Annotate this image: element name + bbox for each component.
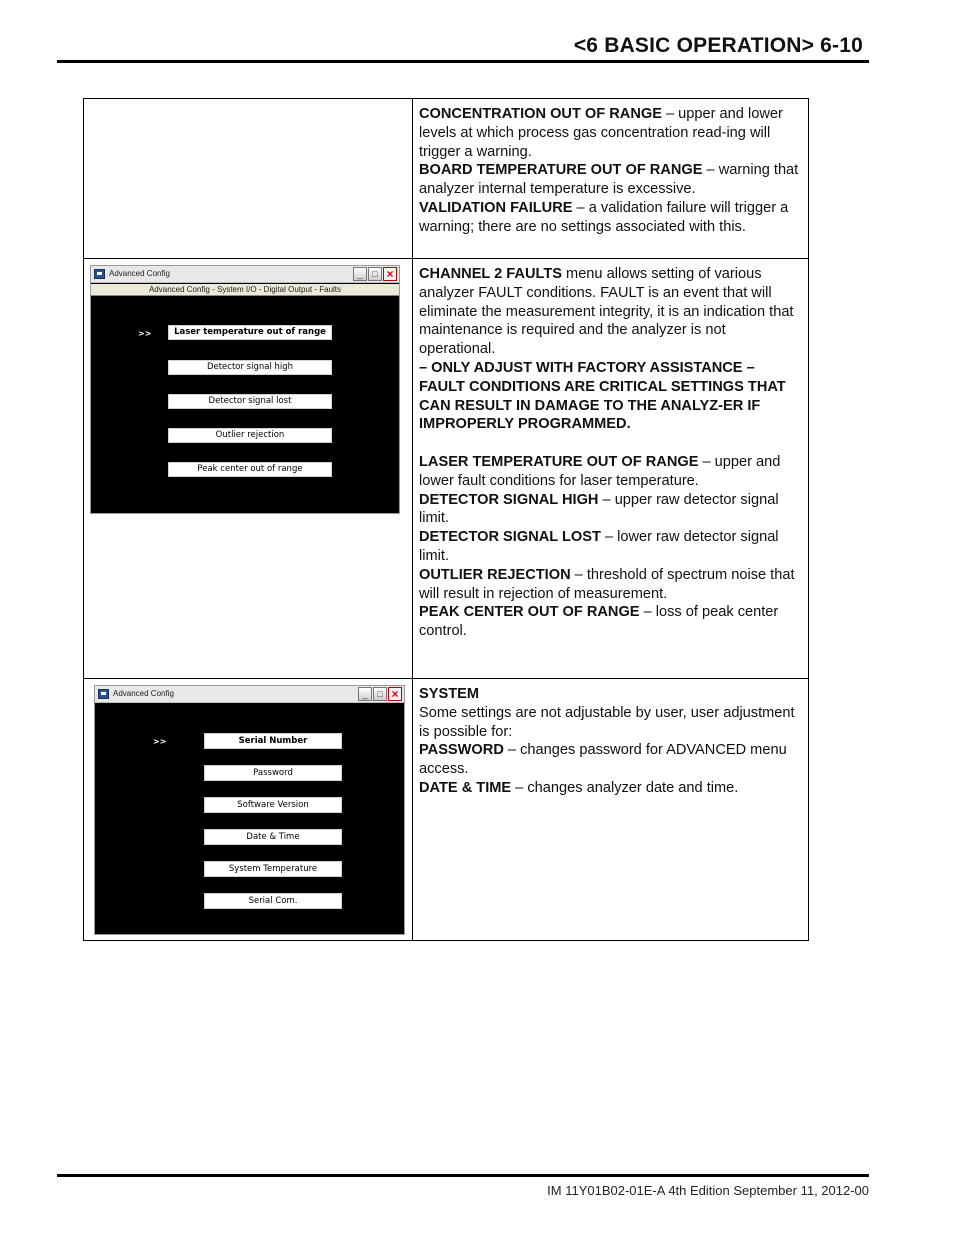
term: PEAK CENTER OUT OF RANGE [419, 604, 640, 621]
footer-text: IM 11Y01B02-01E-A 4th Edition September 11, 2012-00 [547, 1183, 869, 1198]
term: OUTLIER REJECTION [419, 566, 571, 583]
outlier-rejection-button: Outlier rejection [168, 428, 332, 443]
system-temperature-button: System Temperature [204, 861, 342, 877]
app-icon [94, 269, 105, 279]
serial-number-button: Serial Number [204, 733, 342, 749]
laser-temperature-button: Laser temperature out of range [168, 325, 332, 340]
warning-text [419, 359, 802, 434]
close-icon: × [383, 267, 397, 281]
term: PASSWORD [419, 742, 504, 759]
window-controls [358, 687, 402, 701]
term: BOARD TEMPERATURE OUT OF RANGE [419, 162, 703, 179]
close-icon: × [388, 687, 402, 701]
page-footer [57, 1174, 869, 1198]
term: DETECTOR SIGNAL HIGH [419, 491, 599, 508]
description-paragraph [419, 741, 802, 779]
description-paragraph [419, 161, 802, 199]
date-time-button: Date & Time [204, 829, 342, 845]
description-cell [413, 679, 809, 941]
minimize-icon: _ [358, 687, 372, 701]
description-cell [413, 99, 809, 259]
description-paragraph: Some settings are not adjustable by user, user adjustment is possible for: [419, 704, 795, 740]
definition: – upper and lower levels at which process gas concentration read-ing will trigger a warning. [419, 106, 783, 160]
warning-bold: – ONLY ADJUST WITH FACTORY ASSISTANCE – FAULT CONDITIONS ARE CRITICAL SETTINGS THAT CAN RESULT IN DAMAGE TO THE ANALYZ-ER IF IMPROPERLY PROGRAMMED. [419, 359, 786, 433]
description-paragraph [419, 491, 802, 529]
section-heading [419, 685, 802, 704]
screenshot-cell [84, 259, 413, 679]
detector-signal-lost-button: Detector signal lost [168, 394, 332, 409]
description-paragraph [419, 566, 802, 604]
definition: – loss of peak center control. [419, 604, 779, 640]
definition: – a validation failure will trigger a warning; there are no settings associated with this. [419, 199, 789, 235]
table-row [84, 259, 809, 679]
maximize-icon: □ [373, 687, 387, 701]
definition: – lower raw detector signal limit. [419, 529, 779, 564]
description-paragraph [419, 453, 802, 491]
selection-pointer: >> [138, 329, 152, 338]
header-rule [57, 60, 869, 63]
system-screenshot [94, 685, 405, 935]
heading-bold: SYSTEM [419, 686, 480, 702]
term: DATE & TIME [419, 779, 512, 796]
window-titlebar [91, 266, 399, 283]
description-paragraph [419, 105, 802, 161]
definition: menu allows setting of various analyzer FAULT conditions. FAULT is an event that will eliminate the measurement integrity, it is an indication that maintenance is required and the analyzer is not operational. [419, 266, 794, 358]
definition: – upper and lower fault conditions for laser temperature. [419, 453, 781, 489]
definition: – warning that analyzer internal temperature is excessive. [419, 162, 799, 198]
selection-pointer: >> [153, 737, 167, 746]
description-paragraph [419, 603, 802, 641]
term: VALIDATION FAILURE [419, 199, 573, 216]
definition: – upper raw detector signal limit. [419, 491, 779, 527]
description-paragraph [419, 528, 802, 566]
footer-rule [57, 1174, 869, 1177]
spacer [419, 434, 802, 453]
software-version-button: Software Version [204, 797, 342, 813]
description-cell [413, 259, 809, 679]
password-button: Password [204, 765, 342, 781]
screenshot-cell [84, 679, 413, 941]
empty-cell [84, 99, 413, 259]
definition: – threshold of spectrum noise that will result in rejection of measurement. [419, 566, 795, 602]
minimize-icon: _ [353, 267, 367, 281]
peak-center-button: Peak center out of range [168, 462, 332, 477]
serial-com-button: Serial Com. [204, 893, 342, 909]
app-icon [98, 689, 109, 699]
window-titlebar [95, 686, 404, 703]
maximize-icon: □ [368, 267, 382, 281]
definition: – changes analyzer date and time. [511, 779, 739, 796]
page-header [57, 28, 869, 64]
description-paragraph [419, 779, 802, 798]
window-title: Advanced Config [109, 269, 170, 278]
term: CHANNEL 2 FAULTS [419, 266, 562, 282]
term: DETECTOR SIGNAL LOST [419, 529, 601, 546]
table-row [84, 679, 809, 941]
table-row [84, 99, 809, 259]
content-table [83, 98, 809, 941]
window-controls [353, 267, 397, 281]
faults-screenshot [90, 265, 400, 514]
window-title: Advanced Config [113, 689, 174, 698]
breadcrumb: Advanced Config - System I/O - Digital Output - Faults [91, 284, 399, 296]
description-paragraph [419, 265, 802, 359]
page-title: <6 BASIC OPERATION> 6-10 [573, 34, 863, 57]
detector-signal-high-button: Detector signal high [168, 360, 332, 375]
term: LASER TEMPERATURE OUT OF RANGE [419, 453, 699, 470]
description-paragraph [419, 199, 802, 237]
definition: – changes password for ADVANCED menu access. [419, 742, 787, 778]
term: CONCENTRATION OUT OF RANGE [419, 106, 662, 122]
